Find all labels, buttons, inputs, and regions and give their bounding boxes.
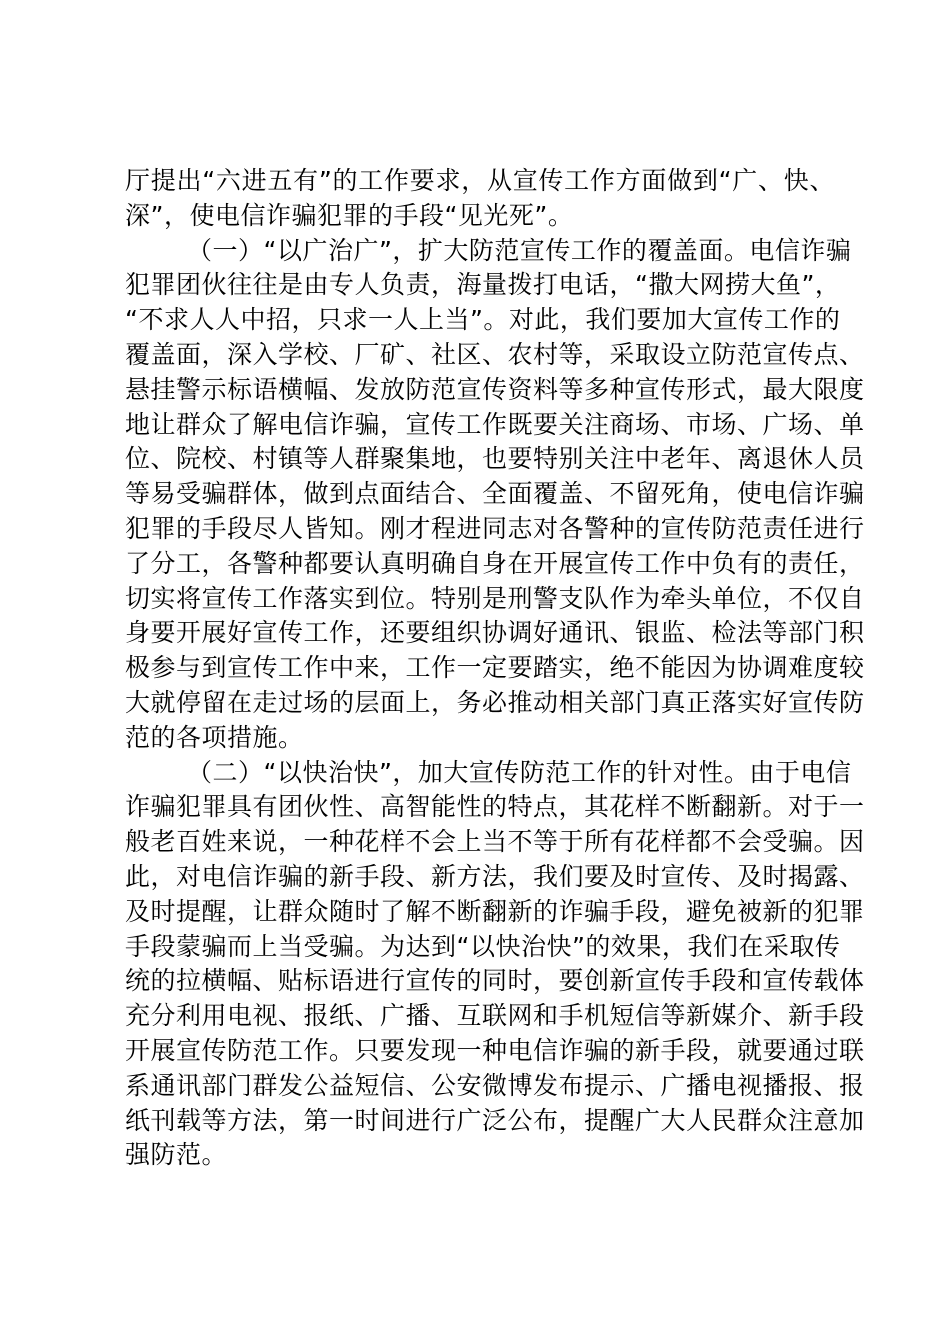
text-line: （二）“以快治快”，加大宣传防范工作的针对性。由于电信	[187, 757, 852, 787]
text-line: 手段蒙骗而上当受骗。为达到“以快治快”的效果，我们在采取传	[125, 931, 841, 961]
text-line: 位、院校、村镇等人群聚集地，也要特别关注中老年、离退休人员	[125, 444, 865, 474]
text-line: 大就停留在走过场的层面上，务必推动相关部门真正落实好宣传防	[125, 687, 865, 717]
text-line: 开展宣传防范工作。只要发现一种电信诈骗的新手段，就要通过联	[125, 1035, 865, 1065]
text-line: 深”，使电信诈骗犯罪的手段“见光死”。	[125, 200, 574, 230]
text-line: 切实将宣传工作落实到位。特别是刑警支队作为牵头单位，不仅自	[125, 583, 865, 613]
text-line: （一）“以广治广”，扩大防范宣传工作的覆盖面。电信诈骗	[187, 235, 852, 265]
text-line: 悬挂警示标语横幅、发放防范宣传资料等多种宣传形式，最大限度	[125, 374, 865, 404]
text-line: 诈骗犯罪具有团伙性、高智能性的特点，其花样不断翻新。对于一	[125, 792, 865, 822]
text-line: 地让群众了解电信诈骗，宣传工作既要关注商场、市场、广场、单	[125, 409, 865, 439]
text-line: 范的各项措施。	[125, 722, 304, 752]
text-line: 等易受骗群体，做到点面结合、全面覆盖、不留死角，使电信诈骗	[125, 479, 865, 509]
text-line: 统的拉横幅、贴标语进行宣传的同时，要创新宣传手段和宣传载体	[125, 966, 865, 996]
text-line: 系通讯部门群发公益短信、公安微博发布提示、广播电视播报、报	[125, 1070, 865, 1100]
text-line: 厅提出“六进五有”的工作要求，从宣传工作方面做到“广、快、	[125, 166, 835, 195]
text-line: 覆盖面，深入学校、厂矿、社区、农村等，采取设立防范宣传点、	[125, 339, 865, 369]
text-line: 般老百姓来说，一种花样不会上当不等于所有花样都不会受骗。因	[125, 827, 865, 857]
text-line: 纸刊载等方法，第一时间进行广泛公布，提醒广大人民群众注意加	[125, 1105, 865, 1135]
text-line: 极参与到宣传工作中来，工作一定要踏实，绝不能因为协调难度较	[125, 653, 865, 683]
text-line: 犯罪团伙往往是由专人负责，海量拨打电话，“撒大网捞大鱼”，	[125, 270, 841, 300]
document-body	[125, 164, 865, 1173]
paragraph	[125, 756, 865, 1174]
text-line: 强防范。	[125, 1140, 228, 1170]
text-line: 充分利用电视、报纸、广播、互联网和手机短信等新媒介、新手段	[125, 1001, 865, 1031]
text-line: 了分工，各警种都要认真明确自身在开展宣传工作中负有的责任，	[125, 548, 865, 578]
text-line: 犯罪的手段尽人皆知。刚才程进同志对各警种的宣传防范责任进行	[125, 513, 865, 543]
text-line: 及时提醒，让群众随时了解不断翻新的诈骗手段，避免被新的犯罪	[125, 896, 865, 926]
paragraph	[125, 234, 865, 756]
text-line: “不求人人中招，只求一人上当”。对此，我们要加大宣传工作的	[125, 305, 841, 335]
paragraph	[125, 164, 835, 234]
text-line: 此，对电信诈骗的新手段、新方法，我们要及时宣传、及时揭露、	[125, 861, 865, 891]
text-line: 身要开展好宣传工作，还要组织协调好通讯、银监、检法等部门积	[125, 618, 865, 648]
